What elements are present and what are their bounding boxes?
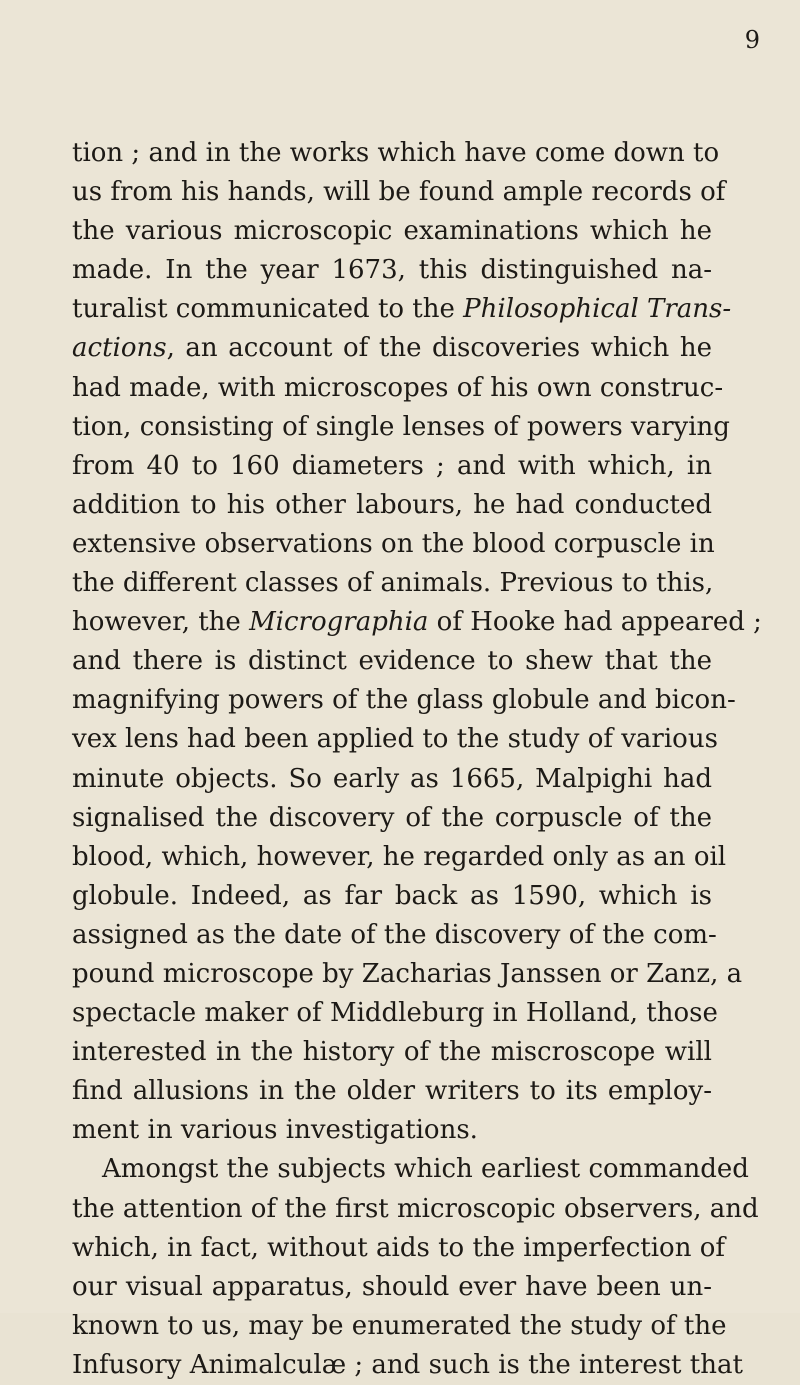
text-line: magnifying powers of the glass globule and bicon-: [72, 685, 736, 716]
text-line: globule. Indeed, as far back as 1590, which is: [72, 880, 712, 911]
journal-title-continued: actions: [72, 333, 167, 364]
text-line: blood, which, however, he regarded only as an oil: [72, 841, 727, 872]
journal-title: Philosophical Trans-: [463, 294, 732, 325]
text-line: from 40 to 160 diameters ; and with which, in: [72, 450, 712, 481]
paragraph-first-line: Amongst the subjects which earliest commanded: [102, 1154, 749, 1185]
text-line: which, in fact, without aids to the imperfection of: [72, 1232, 725, 1263]
text-line: Infusory Animalculæ ; and such is the interest that: [72, 1349, 743, 1380]
text-line: our visual apparatus, should ever have been un-: [72, 1271, 712, 1302]
text-segment: of Hooke had appeared ;: [428, 607, 762, 638]
text-line: minute objects. So early as 1665, Malpighi had: [72, 763, 712, 794]
book-title: Micrographia: [249, 607, 429, 638]
text-line: signalised the discovery of the corpuscle of the: [72, 802, 712, 833]
text-line: addition to his other labours, he had conducted: [72, 489, 712, 520]
text-segment: turalist communicated to the: [72, 294, 464, 325]
text-segment: , an account of the discoveries which he: [166, 333, 712, 364]
text-line: [72, 603, 762, 642]
text-line: tion, consisting of single lenses of powers varying: [72, 411, 730, 442]
text-line: [72, 329, 712, 368]
text-line: ment in various investigations.: [72, 1115, 478, 1146]
text-line: tion ; and in the works which have come down to: [72, 138, 720, 168]
text-line: known to us, may be enumerated the study of the: [72, 1310, 727, 1341]
text-line: assigned as the date of the discovery of the com-: [72, 919, 717, 950]
text-line: [72, 290, 732, 329]
body-text: [72, 134, 762, 1385]
text-line: the various microscopic examinations which he: [72, 216, 712, 247]
text-line: had made, with microscopes of his own construc-: [72, 372, 724, 403]
text-line: spectacle maker of Middleburg in Holland, those: [72, 998, 718, 1029]
text-line: and there is distinct evidence to shew that the: [72, 646, 712, 677]
text-line: find allusions in the older writers to its employ-: [72, 1076, 712, 1107]
text-line: interested in the history of the miscroscope will: [72, 1037, 712, 1068]
text-line: pound microscope by Zacharias Janssen or Zanz, a: [72, 958, 743, 989]
text-segment: however, the: [72, 607, 250, 638]
text-line: the attention of the first microscopic observers, and: [72, 1193, 759, 1224]
text-line: made. In the year 1673, this distinguished na-: [72, 255, 712, 286]
page-number: 9: [744, 26, 760, 54]
text-line: the different classes of animals. Previous to this,: [72, 568, 714, 599]
text-line: vex lens had been applied to the study of various: [72, 724, 718, 755]
text-line: us from his hands, will be found ample records of: [72, 177, 726, 208]
text-line: extensive observations on the blood corpuscle in: [72, 528, 715, 559]
